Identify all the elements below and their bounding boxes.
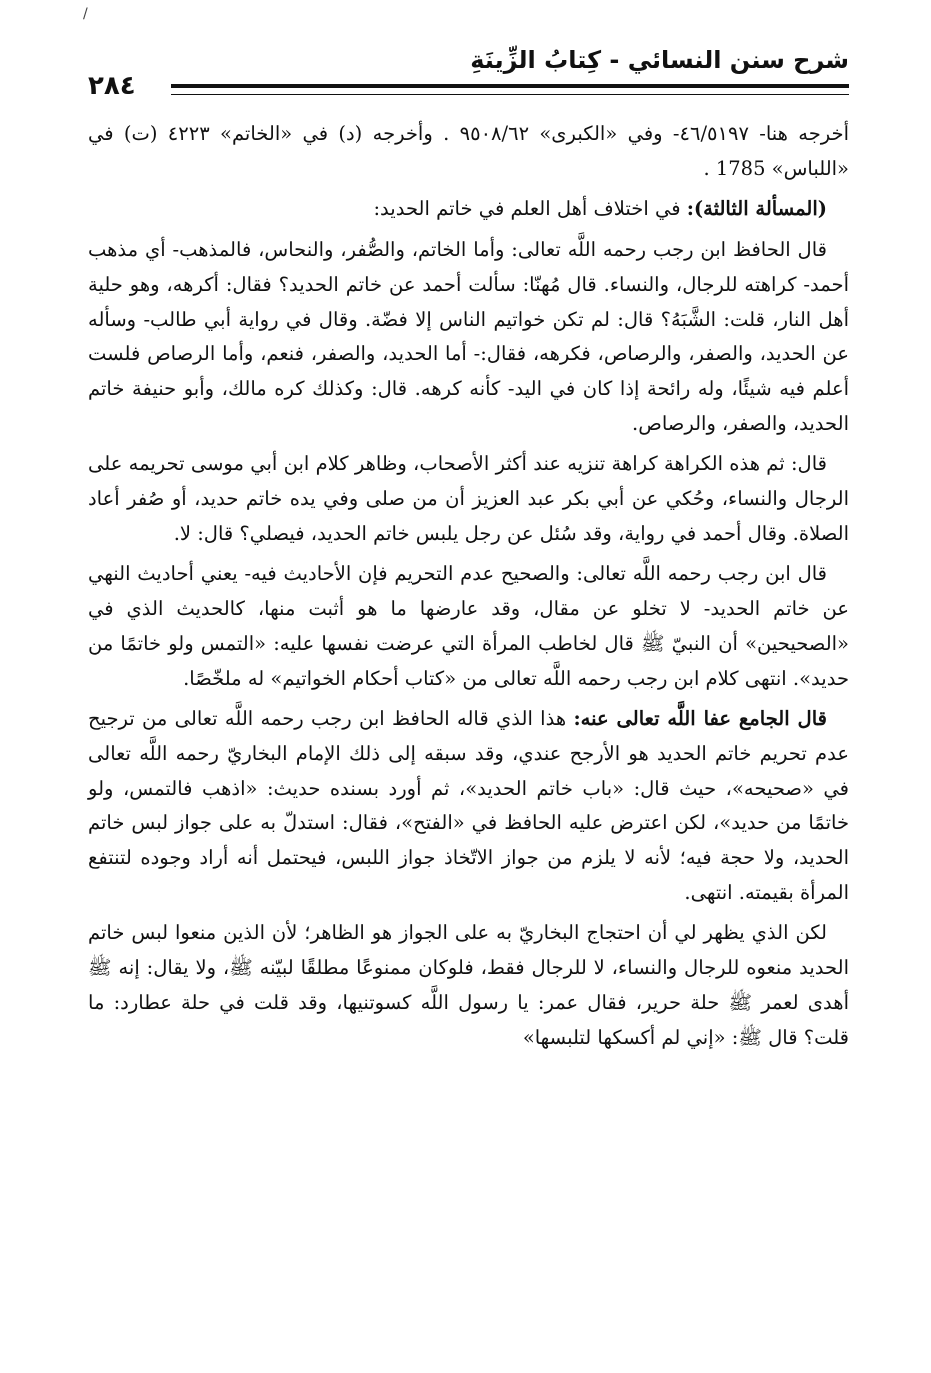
paragraph-text: في اختلاف أهل العلم في خاتم الحديد: xyxy=(373,197,687,221)
paragraph-text: قال الحافظ ابن رجب رحمه اللَّه تعالى: وأما الخاتم، والصُّفر، والنحاس، فالمذهب- أي مذهب أحمد- كراهته للرجال، والنساء. قال مُهنّا: سألت أحمد عن خاتم الحديد؟ فقال: أكرهه، وهو حلية أهل النار، قلت: الشَّبَهُ؟ قال: لم تكن خواتيم الناس إلا فضّة. وقال في رواية أبي طالب- وسأله عن الحديد، والصفر، والرصاص، فكرهه، فقال:- أما الحديد، والصفر، فنعم، وأما الرصاص فلست أعلم فيه شيئًا، وله رائحة إذا كان في اليد- كأنه كرهه. قال: وكذلك كره مالك، وأبو حنيفة خاتم الحديد، والصفر، والرصاص. xyxy=(88,238,849,435)
paragraph-masala-heading xyxy=(88,192,849,227)
paragraph-text: هذا الذي قاله الحافظ ابن رجب رحمه اللَّه تعالى من ترجيح عدم تحريم خاتم الحديد هو الأرجح عندي، وقد سبقه إلى ذلك الإمام البخاريّ رحمه اللَّه تعالى في «صحيحه»، حيث قال: «باب خاتم الحديد»، ثم أورد بسنده حديث: «اذهب فالتمس، ولو خاتمًا من حديد»، لكن اعترض عليه الحافظ في «الفتح»، فقال: استدلّ به على جواز لبس خاتم الحديد، ولا حجة فيه؛ لأنه لا يلزم من جواز الاتّخاذ جواز اللبس، فيحتمل أنه أراد وجوده لتنتفع المرأة بقيمته. انتهى. xyxy=(88,707,849,904)
paragraph-jami-comment xyxy=(88,702,849,910)
header-rule-thick xyxy=(171,84,849,88)
paragraph-text: لكن الذي يظهر لي أن احتجاج البخاريّ به على الجواز هو الظاهر؛ لأن الذين منعوا لبس خاتم الحديد منعوه للرجال والنساء، لا للرجال فقط، فلوكان ممنوعًا مطلقًا لبيّنه ﷺ، ولا يقال: إنه ﷺ أهدى لعمر ﷺ حلة حرير، فقال عمر: يا رسول اللَّه كسوتنيها، وقد قلت في حلة عطارد: ما قلت؟ قال ﷺ: «إني لم أكسكها لتلبسها» xyxy=(88,921,849,1049)
paragraph-ibn-rajab-quote xyxy=(88,233,849,441)
author-lead: قال الجامع عفا اللَّه تعالى عنه: xyxy=(573,707,827,731)
paragraph-takhrij xyxy=(88,117,849,186)
paragraph-conclusion xyxy=(88,916,849,1055)
paragraph-karaha xyxy=(88,447,849,551)
header-rule-thin xyxy=(171,94,849,95)
stray-pen-mark: / xyxy=(83,6,88,22)
paragraph-text: قال: ثم هذه الكراهة كراهة تنزيه عند أكثر الأصحاب، وظاهر كلام ابن أبي موسى تحريمه على الرجال والنساء، وحُكي عن أبي بكر عبد العزيز أن من صلى وفي يده خاتم حديد، أو صُفر أعاد الصلاة. وقال أحمد في رواية، وقد سُئل عن رجل يلبس خاتم الحديد، فيصلي؟ قال: لا. xyxy=(88,452,849,545)
page-body xyxy=(88,117,849,1061)
page-header xyxy=(88,40,849,110)
paragraph-text: أخرجه هنا- ٤٦/٥١٩٧- وفي «الكبرى» ٩٥٠٨/٦٢ . وأخرجه (د) في «الخاتم» ٤٢٢٣ (ت) في «اللباس» 1785 . xyxy=(88,122,850,180)
paragraph-sahih xyxy=(88,557,849,696)
page-number: ٢٨٤ xyxy=(88,71,136,101)
section-heading: (المسألة الثالثة): xyxy=(686,197,827,221)
paragraph-text: قال ابن رجب رحمه اللَّه تعالى: والصحيح عدم التحريم فإن الأحاديث فيه- يعني أحاديث النهي عن خاتم الحديد- لا تخلو عن مقال، وقد عارضها ما هو أثبت منها، كالحديث الذي في «الصحيحين» أن النبيّ ﷺ قال لخاطب المرأة التي عرضت نفسها عليه: «التمس ولو خاتمًا من حديد». انتهى كلام ابن رجب رحمه اللَّه تعالى من «كتاب أحكام الخواتيم» له ملخّصًا. xyxy=(88,562,849,690)
running-title: شرح سنن النسائي - كِتابُ الزِّينَةِ xyxy=(470,46,849,74)
